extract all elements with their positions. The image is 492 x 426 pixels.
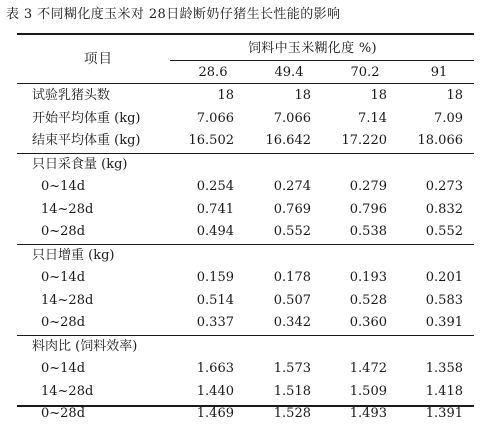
column-header: 91: [430, 65, 448, 80]
table-cell: 0.178: [273, 270, 311, 285]
row-label: 结束平均体重 (kg): [32, 133, 141, 148]
table-cell: 0.514: [196, 293, 234, 308]
group-underline: [170, 60, 474, 61]
table-cell: 0.273: [425, 179, 463, 194]
row-label: 0~14d: [41, 361, 86, 376]
table-cell: 1.472: [349, 361, 387, 376]
table-cell: 0.279: [349, 179, 387, 194]
table-cell: 18: [217, 88, 234, 103]
table-cell: 18.066: [417, 133, 463, 148]
row-label: 14~28d: [41, 202, 94, 217]
table-cell: 18: [370, 88, 387, 103]
row-label: 14~28d: [41, 293, 94, 308]
header-group: 饲料中玉米糊化度 %): [248, 41, 377, 56]
header-item: 项目: [84, 51, 113, 67]
table-cell: 18: [446, 88, 463, 103]
table-cell: 0.159: [196, 270, 234, 285]
table-cell: 0.552: [425, 224, 463, 239]
row-label: 0~28d: [41, 315, 86, 330]
table-cell: 0.741: [196, 202, 234, 217]
table-cell: 1.418: [425, 384, 463, 399]
table-cell: 0.538: [349, 224, 387, 239]
table-cell: 17.220: [341, 133, 387, 148]
section-title: 只日增重 (kg): [32, 248, 115, 263]
section-divider: [17, 335, 474, 336]
row-label: 试验乳猪头数: [32, 88, 111, 103]
table-cell: 1.518: [273, 384, 311, 399]
header-rule: [17, 83, 474, 84]
table-cell: 0.494: [196, 224, 234, 239]
table-cell: 0.193: [349, 270, 387, 285]
row-label: 0~28d: [41, 224, 86, 239]
table-cell: 0.769: [273, 202, 311, 217]
row-label: 0~14d: [41, 270, 86, 285]
table-cell: 0.796: [349, 202, 387, 217]
table-caption: 表 3 不同糊化度玉米对 28日龄断奶仔猪生长性能的影响: [6, 7, 341, 22]
table-cell: 0.832: [425, 202, 463, 217]
section-title: 只日采食量 (kg): [32, 157, 128, 172]
table-cell: 1.573: [273, 361, 311, 376]
table-cell: 0.583: [425, 293, 463, 308]
table-cell: 1.663: [196, 361, 234, 376]
table-cell: 0.254: [196, 179, 234, 194]
section-title: 料肉比 (饲料效率): [32, 339, 138, 354]
table-cell: 0.507: [273, 293, 311, 308]
table-cell: 18: [294, 88, 311, 103]
table-cell: 7.14: [358, 111, 387, 126]
table-cell: 0.342: [273, 315, 311, 330]
table-cell: 1.493: [349, 406, 387, 421]
table-cell: 1.528: [273, 406, 311, 421]
table-cell: 16.502: [188, 133, 234, 148]
row-label: 0~14d: [41, 179, 86, 194]
table-cell: 1.509: [349, 384, 387, 399]
table-cell: 0.391: [425, 315, 463, 330]
table-cell: 0.360: [349, 315, 387, 330]
table-cell: 0.201: [425, 270, 463, 285]
section-divider: [17, 153, 474, 154]
table-cell: 7.066: [273, 111, 311, 126]
table-cell: 1.358: [425, 361, 463, 376]
table-cell: 0.528: [349, 293, 387, 308]
column-header: 70.2: [350, 65, 380, 80]
table-cell: 0.274: [273, 179, 311, 194]
table-cell: 16.642: [265, 133, 311, 148]
table-cell: 1.469: [196, 406, 234, 421]
row-label: 0~28d: [41, 406, 86, 421]
table-cell: 1.391: [425, 406, 463, 421]
table-cell: 7.09: [434, 111, 463, 126]
table-cell: 0.552: [273, 224, 311, 239]
row-label: 开始平均体重 (kg): [32, 111, 141, 126]
table-cell: 7.066: [196, 111, 234, 126]
row-label: 14~28d: [41, 384, 94, 399]
top-rule: [17, 33, 474, 35]
column-header: 28.6: [198, 65, 228, 80]
table-cell: 1.440: [196, 384, 234, 399]
section-divider: [17, 244, 474, 245]
table-cell: 0.337: [196, 315, 234, 330]
column-header: 49.4: [274, 65, 304, 80]
